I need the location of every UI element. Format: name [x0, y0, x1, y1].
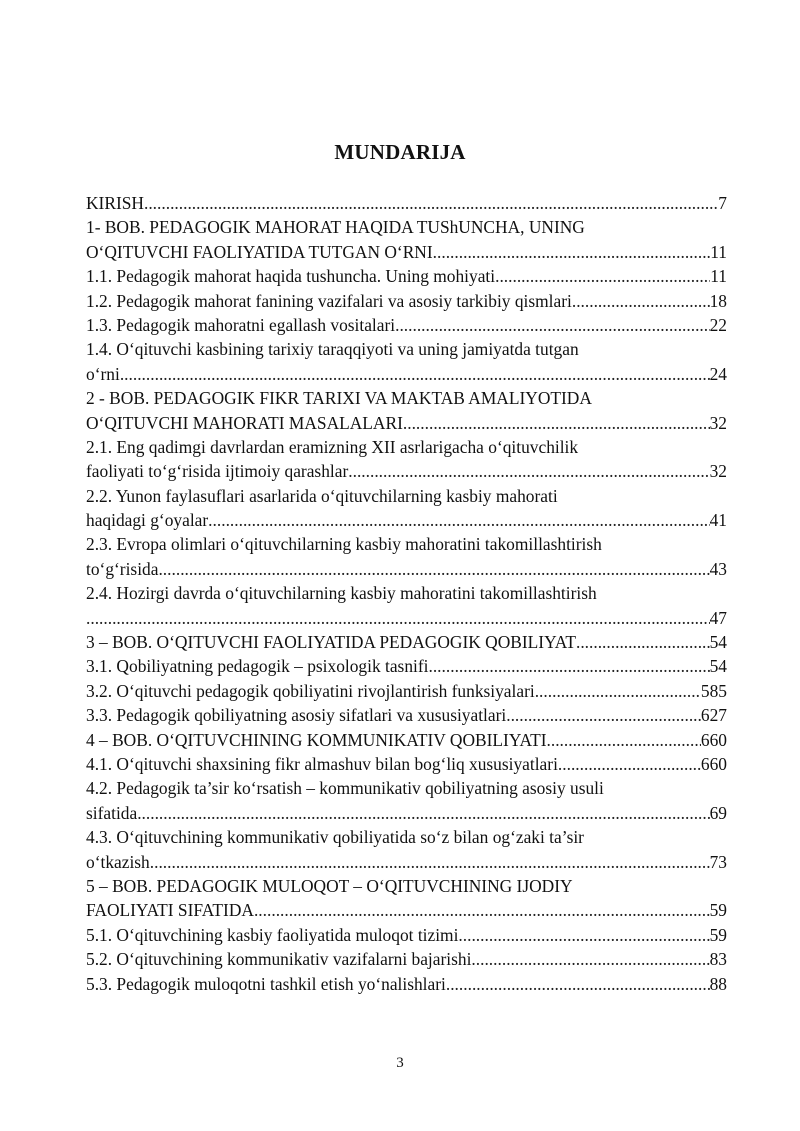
toc-entry-page: 83	[709, 949, 727, 970]
toc-entry-page: 69	[709, 802, 727, 823]
toc-entry[interactable]	[86, 532, 727, 556]
toc-entry[interactable]	[86, 850, 727, 874]
toc-entry-text: 1.2. Pedagogik mahorat fanining vazifalari va asosiy tarkibiy qismlari	[86, 290, 572, 311]
page-number: 3	[396, 1055, 404, 1071]
toc-entry[interactable]	[86, 630, 727, 654]
toc-entry-page: 585	[700, 680, 727, 701]
toc-dot-leader	[471, 947, 709, 971]
toc-entry[interactable]	[86, 313, 727, 337]
toc-entry-page: 11	[710, 266, 727, 287]
toc-entry[interactable]	[86, 557, 727, 581]
toc-entry-text: 3.2. O‘qituvchi pedagogik qobiliyatini rivojlantirish funksiyalari	[86, 680, 535, 701]
toc-entry-text: O‘QITUVCHI MAHORATI MASALALARI	[86, 412, 403, 433]
toc-entry-page: 41	[709, 510, 727, 531]
toc-entry-text: 1.1. Pedagogik mahorat haqida tushuncha. Uning mohiyati	[86, 266, 496, 287]
toc-entry[interactable]	[86, 459, 727, 483]
toc-entry-text: O‘QITUVCHI FAOLIYATIDA TUTGAN O‘RNI	[86, 241, 433, 262]
toc-entry[interactable]	[86, 484, 727, 508]
toc-dot-leader	[208, 508, 709, 532]
toc-entry-page: 660	[700, 753, 727, 774]
toc-entry-page: 18	[709, 290, 727, 311]
toc-entry[interactable]	[86, 337, 727, 361]
toc-entry-text: o‘rni	[86, 363, 120, 384]
toc-entry[interactable]	[86, 240, 727, 264]
toc-entry-text: sifatida	[86, 802, 138, 823]
toc-entry[interactable]	[86, 264, 727, 288]
toc-entry[interactable]	[86, 581, 727, 605]
toc-dot-leader	[144, 191, 718, 215]
toc-dot-leader	[506, 703, 701, 727]
toc-dot-leader	[403, 411, 710, 435]
toc-entry-text: o‘tkazish	[86, 851, 150, 872]
toc-dot-leader	[547, 728, 701, 752]
toc-entry-text: 1.3. Pedagogik mahoratni egallash vositalari	[86, 314, 396, 335]
toc-entry-text: 2.4. Hozirgi davrda o‘qituvchilarning kasbiy mahoratini takomillashtirish	[86, 583, 597, 604]
toc-dot-leader	[254, 898, 710, 922]
toc-entry[interactable]	[86, 386, 727, 410]
toc-dot-leader	[150, 850, 710, 874]
toc-entry[interactable]	[86, 776, 727, 800]
toc-entry-text: 5 – BOB. PEDAGOGIK MULOQOT – O‘QITUVCHINING IJODIY	[86, 875, 573, 896]
toc-entry-page: 22	[709, 314, 727, 335]
toc-entry[interactable]	[86, 752, 727, 776]
toc-entry-text: to‘g‘risida	[86, 558, 159, 579]
toc-dot-leader	[158, 557, 709, 581]
toc-entry[interactable]	[86, 289, 727, 313]
toc-entry-text: haqidagi g‘oyalar	[86, 510, 209, 531]
toc-entry-page: 47	[709, 607, 727, 628]
toc-entry-text: 4.1. O‘qituvchi shaxsining fikr almashuv bilan bog‘liq xususiyatlari	[86, 753, 558, 774]
toc-entry[interactable]	[86, 801, 727, 825]
toc-entry-text: 5.1. O‘qituvchining kasbiy faoliyatida muloqot tizimi	[86, 924, 459, 945]
toc-dot-leader	[458, 923, 709, 947]
toc-entry-text: 3 – BOB. O‘QITUVCHI FAOLIYATIDA PEDAGOGIK QOBILIYAT	[86, 632, 576, 653]
toc-entry-page: 7	[718, 193, 727, 213]
toc-dot-leader	[120, 362, 710, 386]
toc-entry-page: 59	[709, 900, 727, 921]
toc-entry[interactable]	[86, 606, 727, 630]
toc-entry[interactable]	[86, 728, 727, 752]
toc-entry-text: 5.2. O‘qituvchining kommunikativ vazifalarni bajarishi	[86, 949, 472, 970]
toc-entry-text: 4.2. Pedagogik ta’sir ko‘rsatish – kommunikativ qobiliyatning asosiy usuli	[86, 778, 604, 799]
toc-entry-text: KIRISH	[86, 193, 144, 213]
toc-entry[interactable]	[86, 947, 727, 971]
toc-entry[interactable]	[86, 825, 727, 849]
toc-entry-text: 5.3. Pedagogik muloqotni tashkil etish yo‘nalishlari	[86, 973, 446, 994]
toc-entry[interactable]	[86, 508, 727, 532]
toc-entry-text: 4 – BOB. O‘QITUVCHINING KOMMUNIKATIV QOBILIYATI	[86, 729, 547, 750]
toc-entry-page: 88	[709, 973, 727, 994]
toc-entry-text: 4.3. O‘qituvchining kommunikativ qobiliyatida so‘z bilan og‘zaki ta’sir	[86, 827, 584, 848]
toc-entry-text: 1.4. O‘qituvchi kasbining tarixiy taraqqiyoti va uning jamiyatda tutgan	[86, 339, 579, 360]
page-title: MUNDARIJA	[334, 140, 466, 164]
toc-entry-page: 54	[709, 632, 727, 653]
toc-dot-leader	[535, 679, 701, 703]
toc-entry[interactable]	[86, 972, 727, 996]
toc-entry[interactable]	[86, 898, 727, 922]
toc-entry-text: 2.1. Eng qadimgi davrlardan eramizning XII asrlarigacha o‘qituvchilik	[86, 436, 579, 457]
toc-entry-page: 32	[709, 412, 727, 433]
table-of-contents	[86, 191, 727, 996]
toc-entry[interactable]	[86, 215, 727, 239]
toc-entry-page: 627	[700, 705, 727, 726]
toc-dot-leader	[495, 264, 710, 288]
toc-entry-page: 73	[709, 851, 727, 872]
toc-entry-page: 24	[709, 363, 727, 384]
toc-dot-leader	[572, 289, 710, 313]
toc-dot-leader	[446, 972, 710, 996]
toc-dot-leader	[433, 240, 711, 264]
toc-dot-leader	[137, 801, 709, 825]
toc-dot-leader	[348, 459, 709, 483]
toc-entry-page: 54	[709, 656, 727, 677]
toc-entry-text: FAOLIYATI SIFATIDA	[86, 900, 254, 921]
toc-entry-text: 3.1. Qobiliyatning pedagogik – psixologik tasnifi	[86, 656, 429, 677]
toc-dot-leader	[395, 313, 710, 337]
toc-entry-text: 2.3. Evropa olimlari o‘qituvchilarning kasbiy mahoratini takomillashtirish	[86, 534, 602, 555]
toc-entry[interactable]	[86, 411, 727, 435]
toc-entry-text: faoliyati to‘g‘risida ijtimoiy qarashlar	[86, 461, 349, 482]
toc-entry[interactable]	[86, 191, 727, 215]
toc-entry-page: 43	[709, 558, 727, 579]
toc-dot-leader	[558, 752, 701, 776]
toc-entry-page: 660	[700, 729, 727, 750]
toc-entry-page: 11	[710, 241, 727, 262]
toc-entry-page: 32	[709, 461, 727, 482]
toc-dot-leader	[428, 654, 709, 678]
toc-dot-leader	[86, 606, 710, 630]
toc-entry-text: 3.3. Pedagogik qobiliyatning asosiy sifatlari va xususiyatlari	[86, 705, 507, 726]
toc-entry[interactable]	[86, 874, 727, 898]
toc-entry-text: 2.2. Yunon faylasuflari asarlarida o‘qituvchilarning kasbiy mahorati	[86, 485, 558, 506]
toc-entry[interactable]	[86, 703, 727, 727]
toc-entry-page: 59	[709, 924, 727, 945]
toc-entry[interactable]	[86, 435, 727, 459]
toc-entry-text: 2 - BOB. PEDAGOGIK FIKR TARIXI VA MAKTAB AMALIYOTIDA	[86, 388, 592, 409]
toc-entry[interactable]	[86, 654, 727, 678]
toc-entry-text: 1- BOB. PEDAGOGIK MAHORAT HAQIDA TUShUNCHA, UNING	[86, 217, 585, 238]
toc-dot-leader	[576, 630, 710, 654]
toc-entry[interactable]	[86, 362, 727, 386]
toc-entry[interactable]	[86, 923, 727, 947]
toc-entry[interactable]	[86, 679, 727, 703]
